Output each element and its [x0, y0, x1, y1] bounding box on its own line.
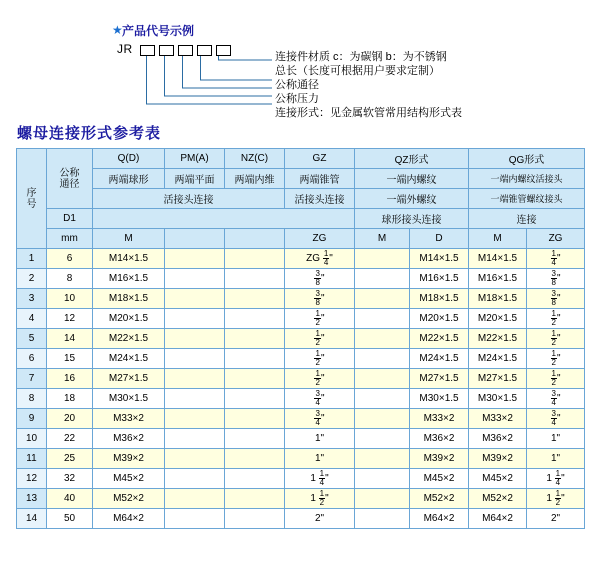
row-qd-m: M22×1.5	[93, 329, 165, 349]
legend-title-text: 产品代号示例	[122, 24, 195, 38]
header-col-d-qz: D	[410, 229, 469, 249]
row-qd-m: M24×1.5	[93, 349, 165, 369]
row-qz-d: M27×1.5	[410, 369, 469, 389]
row-nzc	[225, 449, 285, 469]
row-nominal-diameter: 16	[47, 369, 93, 389]
header-row-connection	[17, 189, 585, 209]
star-icon: ★	[112, 23, 123, 37]
table-row	[17, 429, 585, 449]
row-nzc	[225, 249, 285, 269]
row-qz-d: M45×2	[410, 469, 469, 489]
row-qg-zg: $\frac{1}{2}$ "	[527, 329, 585, 349]
row-gz-zg: 1"	[285, 429, 355, 449]
row-qg-zg: 1 $\frac{1}{2}$ "	[527, 489, 585, 509]
header-ball-joint: 球形接头连接	[355, 209, 469, 229]
header-group-nzc: NZ(C)	[225, 149, 285, 169]
row-pma	[165, 289, 225, 309]
legend-item: 连接形式：见金属软管常用结构形式表	[275, 107, 462, 119]
row-qz-d: M24×1.5	[410, 349, 469, 369]
table-row	[17, 309, 585, 329]
row-qz-m	[355, 249, 410, 269]
row-qg-m: M14×1.5	[469, 249, 527, 269]
row-qz-m	[355, 269, 410, 289]
row-qg-zg: 2"	[527, 509, 585, 529]
row-qg-zg: $\frac{1}{2}$ "	[527, 309, 585, 329]
row-gz-zg: $\frac{1}{2}$ "	[285, 329, 355, 349]
row-pma	[165, 309, 225, 329]
header-unit-mm: mm	[47, 229, 93, 249]
product-code-boxes	[140, 45, 231, 56]
row-qz-m	[355, 309, 410, 329]
row-qz-d: M33×2	[410, 409, 469, 429]
nut-connection-table-wrap	[16, 148, 584, 529]
header-connection-left: 活接头连接	[93, 189, 285, 209]
row-seq: 12	[17, 469, 47, 489]
legend-title	[108, 22, 194, 39]
header-type-qd: 两端球形	[93, 169, 165, 189]
row-qg-m: M52×2	[469, 489, 527, 509]
header-nominal-char1: 公称	[59, 167, 80, 179]
row-qg-m: M39×2	[469, 449, 527, 469]
header-nominal-diameter	[47, 149, 93, 209]
row-seq: 7	[17, 369, 47, 389]
product-code-prefix: JR	[117, 42, 133, 56]
row-qg-zg: $\frac{3}{4}$ "	[527, 409, 585, 429]
row-qg-zg: $\frac{1}{2}$ "	[527, 369, 585, 389]
header-seq	[17, 149, 47, 249]
row-nzc	[225, 509, 285, 529]
row-qd-m: M64×2	[93, 509, 165, 529]
row-qg-zg: 1"	[527, 429, 585, 449]
row-qg-m: M33×2	[469, 409, 527, 429]
row-qg-zg: $\frac{1}{4}$ "	[527, 249, 585, 269]
row-nzc	[225, 469, 285, 489]
row-nominal-diameter: 14	[47, 329, 93, 349]
row-seq: 10	[17, 429, 47, 449]
nut-connection-table	[16, 148, 585, 529]
row-qg-m: M16×1.5	[469, 269, 527, 289]
row-nominal-diameter: 12	[47, 309, 93, 329]
row-qg-zg: 1 $\frac{1}{4}$ "	[527, 469, 585, 489]
header-blank-left	[93, 209, 355, 229]
row-qg-zg: 1"	[527, 449, 585, 469]
row-seq: 4	[17, 309, 47, 329]
row-nzc	[225, 389, 285, 409]
row-qz-d: M22×1.5	[410, 329, 469, 349]
row-pma	[165, 329, 225, 349]
row-qz-d: M52×2	[410, 489, 469, 509]
table-row	[17, 369, 585, 389]
header-row-types	[17, 169, 585, 189]
row-gz-zg: $\frac{3}{4}$ "	[285, 389, 355, 409]
table-row	[17, 469, 585, 489]
header-group-qg: QG形式	[469, 149, 585, 169]
row-seq: 2	[17, 269, 47, 289]
header-col-zg-qg: ZG	[527, 229, 585, 249]
table-row	[17, 289, 585, 309]
header-col-m-qz: M	[355, 229, 410, 249]
row-nzc	[225, 369, 285, 389]
row-qd-m: M33×2	[93, 409, 165, 429]
header-connection-qz: 一端外螺纹	[355, 189, 469, 209]
row-nzc	[225, 269, 285, 289]
row-pma	[165, 249, 225, 269]
product-code-legend	[0, 0, 600, 119]
row-qz-m	[355, 489, 410, 509]
legend-item-list	[275, 50, 462, 120]
row-qz-d: M64×2	[410, 509, 469, 529]
row-qg-m: M36×2	[469, 429, 527, 449]
header-row-d1	[17, 209, 585, 229]
row-qg-m: M18×1.5	[469, 289, 527, 309]
row-pma	[165, 389, 225, 409]
header-connection-gz: 活接头连接	[285, 189, 355, 209]
header-row-groups	[17, 149, 585, 169]
legend-item: 公称压力	[275, 93, 319, 105]
row-nominal-diameter: 40	[47, 489, 93, 509]
row-qz-m	[355, 469, 410, 489]
row-qg-zg: $\frac{3}{4}$ "	[527, 389, 585, 409]
header-connection-qg: 一端锥管螺纹接头	[469, 189, 585, 209]
table-row	[17, 249, 585, 269]
row-nzc	[225, 429, 285, 449]
row-nominal-diameter: 22	[47, 429, 93, 449]
header-d1: D1	[47, 209, 93, 229]
row-nzc	[225, 309, 285, 329]
section-title: 螺母连接形式参考表	[17, 125, 162, 142]
header-nominal-char2: 通径	[59, 178, 80, 190]
header-group-gz: GZ	[285, 149, 355, 169]
row-qg-zg: $\frac{3}{8}$ "	[527, 289, 585, 309]
row-nominal-diameter: 15	[47, 349, 93, 369]
row-seq: 3	[17, 289, 47, 309]
header-col-m-q: M	[93, 229, 165, 249]
row-nominal-diameter: 8	[47, 269, 93, 289]
row-qz-d: M20×1.5	[410, 309, 469, 329]
row-nzc	[225, 329, 285, 349]
row-nominal-diameter: 18	[47, 389, 93, 409]
row-qz-m	[355, 349, 410, 369]
row-qz-m	[355, 329, 410, 349]
row-qz-m	[355, 289, 410, 309]
table-body	[17, 249, 585, 529]
row-qd-m: M52×2	[93, 489, 165, 509]
row-qz-m	[355, 409, 410, 429]
row-seq: 13	[17, 489, 47, 509]
legend-item: 总长（长度可根据用户要求定制）	[275, 65, 440, 77]
row-pma	[165, 369, 225, 389]
row-qd-m: M14×1.5	[93, 249, 165, 269]
row-nominal-diameter: 20	[47, 409, 93, 429]
row-pma	[165, 489, 225, 509]
row-qd-m: M27×1.5	[93, 369, 165, 389]
header-col-m-qg: M	[469, 229, 527, 249]
row-gz-zg: ZG $\frac{1}{4}$ "	[285, 249, 355, 269]
row-pma	[165, 409, 225, 429]
table-row	[17, 449, 585, 469]
legend-item: 公称通径	[275, 79, 319, 91]
row-qz-d: M30×1.5	[410, 389, 469, 409]
code-box	[178, 45, 193, 56]
row-nzc	[225, 409, 285, 429]
table-row	[17, 349, 585, 369]
code-box	[159, 45, 174, 56]
row-pma	[165, 509, 225, 529]
header-seq-char2: 号	[26, 198, 37, 210]
row-qz-d: M16×1.5	[410, 269, 469, 289]
row-qd-m: M45×2	[93, 469, 165, 489]
header-type-gz: 两端锥管	[285, 169, 355, 189]
row-nominal-diameter: 10	[47, 289, 93, 309]
row-pma	[165, 269, 225, 289]
row-qg-m: M24×1.5	[469, 349, 527, 369]
header-group-qz: QZ形式	[355, 149, 469, 169]
row-qd-m: M18×1.5	[93, 289, 165, 309]
row-qd-m: M39×2	[93, 449, 165, 469]
row-qg-m: M64×2	[469, 509, 527, 529]
header-type-nzc: 两端内维	[225, 169, 285, 189]
row-nzc	[225, 349, 285, 369]
header-connect-qg: 连接	[469, 209, 585, 229]
row-seq: 11	[17, 449, 47, 469]
row-qg-m: M20×1.5	[469, 309, 527, 329]
row-qg-m: M22×1.5	[469, 329, 527, 349]
row-nzc	[225, 289, 285, 309]
table-row	[17, 389, 585, 409]
row-gz-zg: $\frac{1}{2}$ "	[285, 349, 355, 369]
row-gz-zg: $\frac{3}{8}$ "	[285, 289, 355, 309]
row-qd-m: M20×1.5	[93, 309, 165, 329]
row-qg-m: M30×1.5	[469, 389, 527, 409]
row-nominal-diameter: 32	[47, 469, 93, 489]
legend-item: 连接件材质 c：为碳钢 b：为不锈钢	[275, 51, 447, 63]
row-qz-m	[355, 369, 410, 389]
row-qd-m: M30×1.5	[93, 389, 165, 409]
row-gz-zg: $\frac{1}{2}$ "	[285, 309, 355, 329]
row-seq: 5	[17, 329, 47, 349]
row-gz-zg: $\frac{1}{2}$ "	[285, 369, 355, 389]
code-box	[216, 45, 231, 56]
header-col-blank-pm	[165, 229, 225, 249]
header-type-qg: 一端内螺纹活接头	[469, 169, 585, 189]
row-qg-zg: $\frac{1}{2}$ "	[527, 349, 585, 369]
header-group-qd: Q(D)	[93, 149, 165, 169]
row-gz-zg: 1 $\frac{1}{4}$ "	[285, 469, 355, 489]
row-pma	[165, 349, 225, 369]
row-seq: 6	[17, 349, 47, 369]
row-qd-m: M16×1.5	[93, 269, 165, 289]
row-qg-m: M45×2	[469, 469, 527, 489]
row-gz-zg: 1"	[285, 449, 355, 469]
row-qz-m	[355, 389, 410, 409]
table-row	[17, 509, 585, 529]
row-nominal-diameter: 50	[47, 509, 93, 529]
code-box	[197, 45, 212, 56]
row-qg-m: M27×1.5	[469, 369, 527, 389]
header-type-qz: 一端内螺纹	[355, 169, 469, 189]
row-seq: 1	[17, 249, 47, 269]
row-nominal-diameter: 25	[47, 449, 93, 469]
row-gz-zg: $\frac{3}{4}$ "	[285, 409, 355, 429]
row-qz-d: M18×1.5	[410, 289, 469, 309]
row-qg-zg: $\frac{3}{8}$ "	[527, 269, 585, 289]
header-seq-char1: 序	[26, 187, 37, 199]
row-seq: 8	[17, 389, 47, 409]
table-head	[17, 149, 585, 249]
row-nominal-diameter: 6	[47, 249, 93, 269]
row-pma	[165, 429, 225, 449]
row-qz-m	[355, 429, 410, 449]
row-qz-m	[355, 509, 410, 529]
header-group-pma: PM(A)	[165, 149, 225, 169]
header-col-zg-gz: ZG	[285, 229, 355, 249]
row-qd-m: M36×2	[93, 429, 165, 449]
row-nzc	[225, 489, 285, 509]
header-type-pma: 两端平面	[165, 169, 225, 189]
header-col-blank-nz	[225, 229, 285, 249]
table-row	[17, 269, 585, 289]
row-gz-zg: 1 $\frac{1}{2}$ "	[285, 489, 355, 509]
row-pma	[165, 449, 225, 469]
table-row	[17, 409, 585, 429]
row-qz-d: M39×2	[410, 449, 469, 469]
row-gz-zg: 2"	[285, 509, 355, 529]
row-seq: 14	[17, 509, 47, 529]
row-seq: 9	[17, 409, 47, 429]
table-row	[17, 329, 585, 349]
row-qz-d: M14×1.5	[410, 249, 469, 269]
row-qz-m	[355, 449, 410, 469]
row-pma	[165, 469, 225, 489]
table-row	[17, 489, 585, 509]
code-box	[140, 45, 155, 56]
header-row-units	[17, 229, 585, 249]
row-qz-d: M36×2	[410, 429, 469, 449]
row-gz-zg: $\frac{3}{8}$ "	[285, 269, 355, 289]
